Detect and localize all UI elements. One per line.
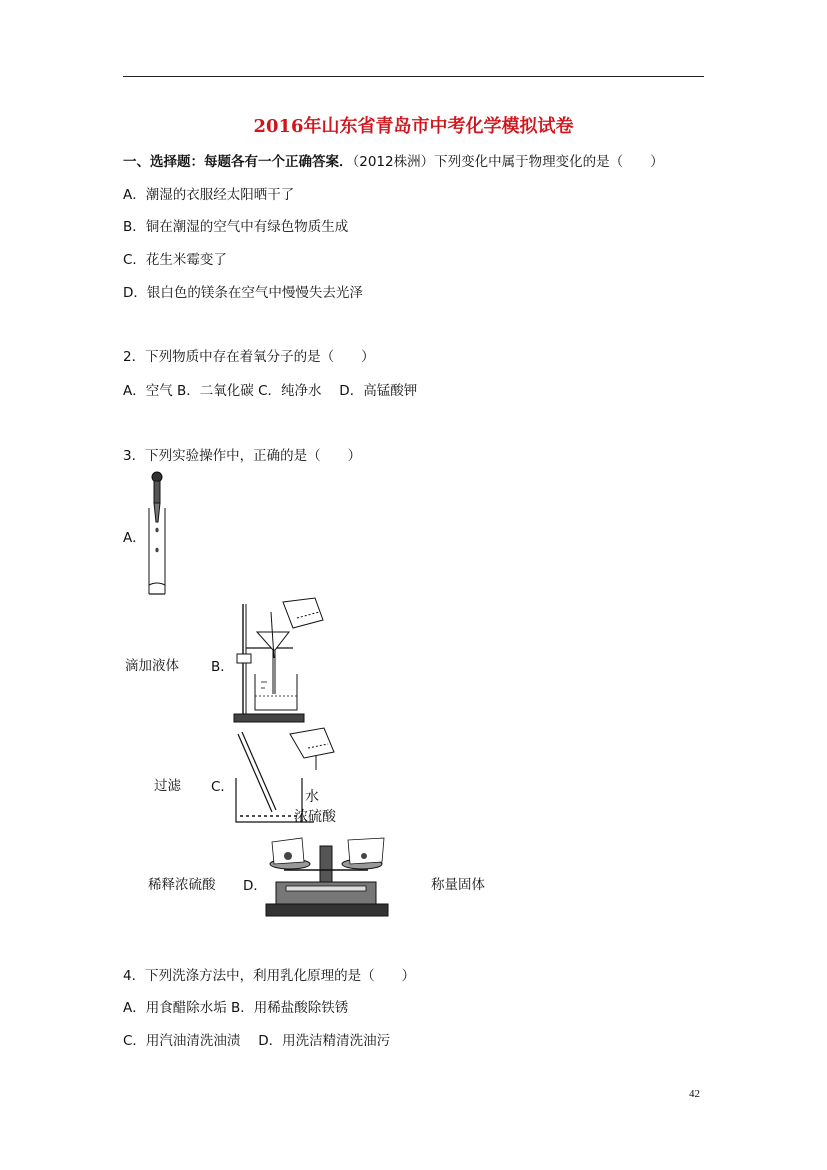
option-b-letter: B． <box>211 659 234 675</box>
question-3-stem: 3．下列实验操作中，正确的是（ ） <box>123 448 362 464</box>
option-a-caption: 滴加液体 <box>125 658 179 674</box>
question-4-options-row-2: C．用汽油清洗油渍 D．用洗洁精清洗油污 <box>123 1033 391 1049</box>
label-concentrated-acid: 浓硫酸 <box>294 809 336 825</box>
dropper-test-tube-figure <box>146 470 168 598</box>
option-b-caption: 过滤 <box>154 778 181 794</box>
page-number: 42 <box>689 1088 700 1100</box>
option-d-letter: D． <box>243 878 267 894</box>
label-water: 水 <box>305 789 319 805</box>
option-c-letter: C． <box>211 779 234 795</box>
question-2-options: A．空气 B．二氧化碳 C．纯净水 D．高锰酸钾 <box>123 383 418 399</box>
option-a-letter: A． <box>123 530 146 546</box>
question-4-options-row-1: A．用食醋除水垢 B．用稀盐酸除铁锈 <box>123 1000 349 1016</box>
balance-scale-figure <box>264 836 390 918</box>
question-1-text: （2012株洲）下列变化中属于物理变化的是（ ） <box>352 154 664 170</box>
option-c-caption: 稀释浓硫酸 <box>148 877 216 893</box>
section-heading: 一、选择题：每题各有一个正确答案． <box>123 154 353 170</box>
question-1-stem <box>123 150 664 170</box>
question-1-option-c: C．花生米霉变了 <box>123 252 227 268</box>
question-1-option-a: A．潮湿的衣服经太阳晒干了 <box>123 187 295 203</box>
filtration-apparatus-figure <box>231 598 325 724</box>
question-1-option-d: D．银白色的镁条在空气中慢慢失去光泽 <box>123 285 363 301</box>
option-d-caption: 称量固体 <box>431 877 485 893</box>
header-rule <box>123 76 704 77</box>
page-title: 2016年山东省青岛市中考化学模拟试卷 <box>253 116 574 137</box>
question-4-stem: 4．下列洗涤方法中，利用乳化原理的是（ ） <box>123 968 416 984</box>
question-1-option-b: B．铜在潮湿的空气中有绿色物质生成 <box>123 219 349 235</box>
question-2-stem: 2．下列物质中存在着氧分子的是（ ） <box>123 349 375 365</box>
